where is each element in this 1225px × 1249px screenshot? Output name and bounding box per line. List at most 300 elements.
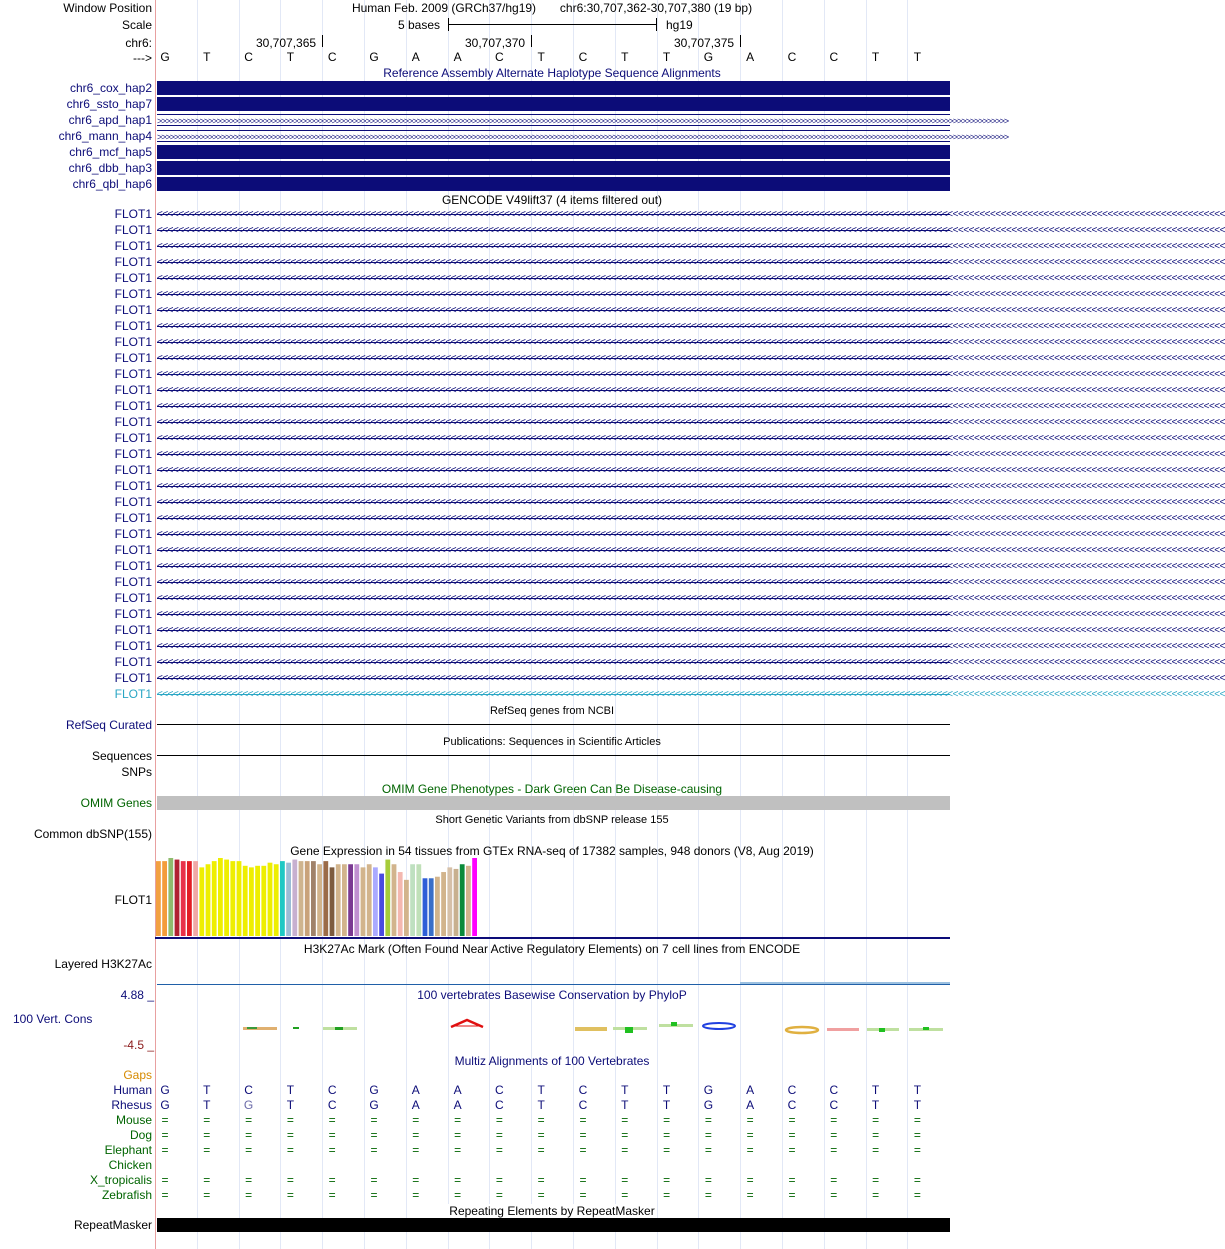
multiz-base: = [913,1143,921,1157]
gencode-strand-arrows: <<<<<<<<<<<<<<<<<<<<<<<<<<<<<<<<<<<<<<<<<<<<<<<<<<<<<<<<<<<<<<<<<<<<<<<<<<<<<<<<<<<<<<<<<<<<<<<<<<<<<<<<<<<<<<<<<<<<<<<<<<<<<<<<<<<<<<<<<<<<<<<<<<<<<<<<<<<<<<<<<<<<<<<<<<<<<<<<<<<<<<<<<<<<<<<<<<<<<<<< [157,593,1225,604]
phylop-ymin: -4.5 _ [123,1038,154,1052]
multiz-base: = [245,1173,253,1187]
multiz-base: = [872,1113,880,1127]
multiz-base: = [454,1188,462,1202]
multiz-base: = [454,1173,462,1187]
gtex-tissue-bar[interactable] [181,861,186,936]
gencode-transcript-label[interactable]: FLOT1 [114,543,152,557]
multiz-base: = [286,1143,294,1157]
gtex-tissue-bar[interactable] [162,861,167,936]
multiz-base: G [243,1098,254,1112]
multiz-base: = [746,1113,754,1127]
gtex-tissue-bar[interactable] [423,878,428,936]
gencode-strand-arrows: <<<<<<<<<<<<<<<<<<<<<<<<<<<<<<<<<<<<<<<<<<<<<<<<<<<<<<<<<<<<<<<<<<<<<<<<<<<<<<<<<<<<<<<<<<<<<<<<<<<<<<<<<<<<<<<<<<<<<<<<<<<<<<<<<<<<<<<<<<<<<<<<<<<<<<<<<<<<<<<<<<<<<<<<<<<<<<<<<<<<<<<<<<<<<<<<<<<<<<<< [157,289,1225,300]
omim-label[interactable]: OMIM Genes [80,796,152,810]
publications-snps-label[interactable]: SNPs [121,765,152,779]
h3k27ac-signal [157,984,950,985]
haplotype-label[interactable]: chr6_dbb_hap3 [68,161,152,175]
gtex-tissue-bar[interactable] [261,866,266,936]
gtex-tissue-bar[interactable] [193,861,198,936]
multiz-base: = [621,1128,629,1142]
multiz-species-label[interactable]: Elephant [104,1143,152,1157]
gtex-tissue-bar[interactable] [212,861,217,936]
gtex-tissue-bar[interactable] [454,869,459,936]
gtex-tissue-bar[interactable] [187,861,192,936]
gencode-transcript-label[interactable]: FLOT1 [114,463,152,477]
gencode-track-title[interactable]: GENCODE V49lift37 (4 items filtered out) [441,193,663,207]
h3k27ac-track-title[interactable]: H3K27Ac Mark (Often Found Near Active Regulatory Elements) on 7 cell lines from ENCODE [303,942,801,956]
multiz-base: = [537,1188,545,1202]
gtex-bar-chart[interactable] [155,858,950,940]
gencode-transcript-label[interactable]: FLOT1 [114,559,152,573]
gtex-tissue-bar[interactable] [404,880,409,936]
gtex-tissue-bar[interactable] [330,867,335,936]
multiz-base: C [829,1098,839,1112]
multiz-base: = [788,1173,796,1187]
gencode-strand-arrows: <<<<<<<<<<<<<<<<<<<<<<<<<<<<<<<<<<<<<<<<<<<<<<<<<<<<<<<<<<<<<<<<<<<<<<<<<<<<<<<<<<<<<<<<<<<<<<<<<<<<<<<<<<<<<<<<<<<<<<<<<<<<<<<<<<<<<<<<<<<<<<<<<<<<<<<<<<<<<<<<<<<<<<<<<<<<<<<<<<<<<<<<<<<<<<<<<<<<<<<< [157,449,1225,460]
gencode-transcript-label[interactable]: FLOT1 [114,575,152,589]
multiz-base: = [495,1188,503,1202]
omim-track-title[interactable]: OMIM Gene Phenotypes - Dark Green Can Be Disease-causing [381,782,723,796]
multiz-base: = [621,1173,629,1187]
chrom-label: chr6: [125,36,152,50]
multiz-base: C [829,1083,839,1097]
base-letter: T [621,50,629,64]
multiz-base: = [161,1113,169,1127]
multiz-species-label[interactable]: Zebrafish [101,1188,152,1202]
base-letter: G [160,50,170,64]
gencode-strand-arrows: <<<<<<<<<<<<<<<<<<<<<<<<<<<<<<<<<<<<<<<<<<<<<<<<<<<<<<<<<<<<<<<<<<<<<<<<<<<<<<<<<<<<<<<<<<<<<<<<<<<<<<<<<<<<<<<<<<<<<<<<<<<<<<<<<<<<<<<<<<<<<<<<<<<<<<<<<<<<<<<<<<<<<<<<<<<<<<<<<<<<<<<<<<<<<<<<<<<<<<<< [157,465,1225,476]
multiz-base: = [495,1128,503,1142]
gtex-tissue-bar[interactable] [392,864,397,936]
gencode-strand-arrows: <<<<<<<<<<<<<<<<<<<<<<<<<<<<<<<<<<<<<<<<<<<<<<<<<<<<<<<<<<<<<<<<<<<<<<<<<<<<<<<<<<<<<<<<<<<<<<<<<<<<<<<<<<<<<<<<<<<<<<<<<<<<<<<<<<<<<<<<<<<<<<<<<<<<<<<<<<<<<<<<<<<<<<<<<<<<<<<<<<<<<<<<<<<<<<<<<<<<<<<< [157,353,1225,364]
strand-arrow-label: ---> [133,51,152,65]
scale-bar-right-tick [656,18,657,31]
multiz-base: = [370,1188,378,1202]
gencode-transcript-label[interactable]: FLOT1 [114,303,152,317]
multiz-base: T [913,1083,922,1097]
gtex-tissue-bar[interactable] [336,864,341,936]
gtex-tissue-bar[interactable] [441,872,446,936]
multiz-base: = [370,1143,378,1157]
gencode-transcript-label[interactable]: FLOT1 [114,367,152,381]
multiz-base: = [872,1188,880,1202]
gencode-transcript-label[interactable]: FLOT1 [114,271,152,285]
multiz-base: = [286,1128,294,1142]
gencode-transcript-label[interactable]: FLOT1 [114,639,152,653]
publications-track-title[interactable]: Publications: Sequences in Scientific Articles [443,736,661,748]
multiz-base: = [412,1113,420,1127]
ruler-tick-mark-2 [531,35,532,47]
gencode-transcript-label[interactable]: FLOT1 [114,623,152,637]
multiz-species-label[interactable]: Gaps [123,1068,152,1082]
multiz-base: = [579,1173,587,1187]
assembly-name: Human Feb. 2009 (GRCh37/hg19) [351,1,537,15]
gtex-tissue-bar[interactable] [342,864,347,936]
multiz-base: = [746,1143,754,1157]
base-letter: G [369,50,379,64]
multiz-base: G [703,1083,714,1097]
haplotype-alignment-gap[interactable]: >>>>>>>>>>>>>>>>>>>>>>>>>>>>>>>>>>>>>>>>>>>>>>>>>>>>>>>>>>>>>>>>>>>>>>>>>>>>>>>>>>>>>>>>>>>>>>>>>>>>>>>>>>>>>>>>>>>>>>>>>>>>>>>>>>>>>>>>>>>>>>>>>>>>>>>>>>>>>>>>>>>>>>>>>>>>>>>>>>>>>>>>>>>>>>>>>>>>>>>> [157,132,1009,142]
refseq-label[interactable]: RefSeq Curated [65,718,152,732]
gencode-transcript-label[interactable]: FLOT1 [114,223,152,237]
multiz-base: = [161,1173,169,1187]
gtex-baseline [155,937,950,939]
gencode-transcript-label[interactable]: FLOT1 [114,383,152,397]
multiz-base: = [412,1188,420,1202]
multiz-species-label[interactable]: Rhesus [111,1098,152,1112]
haplotype-alignment-block[interactable] [157,81,950,95]
multiz-base: C [495,1098,504,1112]
gtex-tissue-bar[interactable] [323,861,328,936]
gencode-transcript-label[interactable]: FLOT1 [114,655,152,669]
gtex-tissue-bar[interactable] [175,860,180,936]
multiz-base: G [703,1098,714,1112]
base-letter: T [662,50,671,64]
multiz-base: = [286,1188,294,1202]
gtex-tissue-bar[interactable] [286,863,291,936]
gencode-transcript-label[interactable]: FLOT1 [114,431,152,445]
gencode-transcript-label[interactable]: FLOT1 [114,479,152,493]
gencode-transcript-label[interactable]: FLOT1 [114,255,152,269]
gencode-transcript-label[interactable]: FLOT1 [114,527,152,541]
multiz-base: = [872,1143,880,1157]
gencode-transcript-label[interactable]: FLOT1 [114,351,152,365]
multiz-base: = [203,1143,211,1157]
gencode-strand-arrows: <<<<<<<<<<<<<<<<<<<<<<<<<<<<<<<<<<<<<<<<<<<<<<<<<<<<<<<<<<<<<<<<<<<<<<<<<<<<<<<<<<<<<<<<<<<<<<<<<<<<<<<<<<<<<<<<<<<<<<<<<<<<<<<<<<<<<<<<<<<<<<<<<<<<<<<<<<<<<<<<<<<<<<<<<<<<<<<<<<<<<<<<<<<<<<<<<<<<<<<< [157,625,1225,636]
gencode-transcript-label[interactable]: FLOT1 [114,399,152,413]
multiz-base: = [203,1173,211,1187]
multiz-base: = [621,1143,629,1157]
position-readout: chr6:30,707,362-30,707,380 (19 bp) [559,1,753,15]
multiz-base: = [537,1128,545,1142]
haplotype-label[interactable]: chr6_ssto_hap7 [66,97,152,111]
gencode-transcript-label[interactable]: FLOT1 [114,495,152,509]
multiz-species-label[interactable]: Chicken [108,1158,152,1172]
haplotype-alignment-block[interactable] [157,97,950,111]
gtex-tissue-bar[interactable] [249,867,254,936]
multiz-base: = [495,1113,503,1127]
multiz-base: = [913,1188,921,1202]
multiz-base: = [663,1188,671,1202]
gtex-tissue-bar[interactable] [373,867,378,936]
gencode-strand-arrows: <<<<<<<<<<<<<<<<<<<<<<<<<<<<<<<<<<<<<<<<<<<<<<<<<<<<<<<<<<<<<<<<<<<<<<<<<<<<<<<<<<<<<<<<<<<<<<<<<<<<<<<<<<<<<<<<<<<<<<<<<<<<<<<<<<<<<<<<<<<<<<<<<<<<<<<<<<<<<<<<<<<<<<<<<<<<<<<<<<<<<<<<<<<<<<<<<<<<<<<< [157,529,1225,540]
multiz-species-label[interactable]: Mouse [115,1113,152,1127]
gtex-tissue-bar[interactable] [429,878,434,936]
gencode-strand-arrows: <<<<<<<<<<<<<<<<<<<<<<<<<<<<<<<<<<<<<<<<<<<<<<<<<<<<<<<<<<<<<<<<<<<<<<<<<<<<<<<<<<<<<<<<<<<<<<<<<<<<<<<<<<<<<<<<<<<<<<<<<<<<<<<<<<<<<<<<<<<<<<<<<<<<<<<<<<<<<<<<<<<<<<<<<<<<<<<<<<<<<<<<<<<<<<<<<<<<<<<< [157,417,1225,428]
h3k27ac-signal-overlay [740,982,950,984]
multiz-base: T [913,1098,922,1112]
ruler-tick-1: 30,707,365 [256,36,317,50]
dbsnp-track-title[interactable]: Short Genetic Variants from dbSNP release 155 [435,814,669,826]
multiz-base: = [370,1173,378,1187]
gtex-tissue-bar[interactable] [472,858,477,936]
gtex-tissue-bar[interactable] [367,864,372,936]
repeatmasker-label[interactable]: RepeatMasker [73,1218,152,1232]
gtex-tissue-bar[interactable] [156,861,161,936]
gencode-strand-arrows: <<<<<<<<<<<<<<<<<<<<<<<<<<<<<<<<<<<<<<<<<<<<<<<<<<<<<<<<<<<<<<<<<<<<<<<<<<<<<<<<<<<<<<<<<<<<<<<<<<<<<<<<<<<<<<<<<<<<<<<<<<<<<<<<<<<<<<<<<<<<<<<<<<<<<<<<<<<<<<<<<<<<<<<<<<<<<<<<<<<<<<<<<<<<<<<<<<<<<<<< [157,673,1225,684]
gtex-tissue-bar[interactable] [243,866,248,936]
haplotype-label[interactable]: chr6_qbl_hap6 [72,177,152,191]
base-letter: A [746,50,755,64]
ruler-tick-3: 30,707,375 [674,36,735,50]
multiz-base: C [327,1098,337,1112]
gencode-transcript-label[interactable]: FLOT1 [114,511,152,525]
multiz-base: T [203,1083,211,1097]
gtex-tissue-bar[interactable] [255,866,260,936]
multiz-base: = [370,1128,378,1142]
multiz-base: = [913,1113,921,1127]
window-position-label: Window Position [63,1,152,15]
gencode-transcript-label[interactable]: FLOT1 [114,335,152,349]
multiz-base: C [787,1098,797,1112]
multiz-base: = [746,1188,754,1202]
gtex-tissue-bar[interactable] [305,861,310,936]
multiz-base: = [704,1188,712,1202]
multiz-base: = [704,1128,712,1142]
gencode-transcript-label[interactable]: FLOT1 [114,447,152,461]
multiz-base: = [495,1143,503,1157]
multiz-base: = [663,1173,671,1187]
base-letter: T [871,50,880,64]
multiz-species-label[interactable]: X_tropicalis [89,1173,152,1187]
base-letter: C [829,50,839,64]
gencode-transcript-label[interactable]: FLOT1 [114,671,152,685]
gtex-tissue-bar[interactable] [348,864,353,936]
haplotype-label[interactable]: chr6_cox_hap2 [69,81,152,95]
multiz-base: C [578,1098,588,1112]
gencode-strand-arrows: <<<<<<<<<<<<<<<<<<<<<<<<<<<<<<<<<<<<<<<<<<<<<<<<<<<<<<<<<<<<<<<<<<<<<<<<<<<<<<<<<<<<<<<<<<<<<<<<<<<<<<<<<<<<<<<<<<<<<<<<<<<<<<<<<<<<<<<<<<<<<<<<<<<<<<<<<<<<<<<<<<<<<<<<<<<<<<<<<<<<<<<<<<<<<<<<<<<<<<<< [157,401,1225,412]
multiz-base: = [286,1113,294,1127]
base-letter: C [244,50,253,64]
multiz-base: T [871,1098,880,1112]
phylop-track-title[interactable]: 100 vertebrates Basewise Conservation by PhyloP [417,988,687,1002]
omim-feature[interactable] [157,796,950,810]
gencode-strand-arrows: <<<<<<<<<<<<<<<<<<<<<<<<<<<<<<<<<<<<<<<<<<<<<<<<<<<<<<<<<<<<<<<<<<<<<<<<<<<<<<<<<<<<<<<<<<<<<<<<<<<<<<<<<<<<<<<<<<<<<<<<<<<<<<<<<<<<<<<<<<<<<<<<<<<<<<<<<<<<<<<<<<<<<<<<<<<<<<<<<<<<<<<<<<<<<<<<<<<<<<<< [157,657,1225,668]
gtex-tissue-bar[interactable] [274,864,279,936]
gencode-transcript-label[interactable]: FLOT1 [114,607,152,621]
gtex-tissue-bar[interactable] [280,861,285,936]
multiz-base: A [411,1098,420,1112]
gtex-tissue-bar[interactable] [230,861,235,936]
gencode-strand-arrows: <<<<<<<<<<<<<<<<<<<<<<<<<<<<<<<<<<<<<<<<<<<<<<<<<<<<<<<<<<<<<<<<<<<<<<<<<<<<<<<<<<<<<<<<<<<<<<<<<<<<<<<<<<<<<<<<<<<<<<<<<<<<<<<<<<<<<<<<<<<<<<<<<<<<<<<<<<<<<<<<<<<<<<<<<<<<<<<<<<<<<<<<<<<<<<<<<<<<<<<< [157,609,1225,620]
multiz-base: = [663,1113,671,1127]
gencode-transcript-label[interactable]: FLOT1 [114,319,152,333]
gencode-transcript-label[interactable]: FLOT1 [114,239,152,253]
gencode-strand-arrows: <<<<<<<<<<<<<<<<<<<<<<<<<<<<<<<<<<<<<<<<<<<<<<<<<<<<<<<<<<<<<<<<<<<<<<<<<<<<<<<<<<<<<<<<<<<<<<<<<<<<<<<<<<<<<<<<<<<<<<<<<<<<<<<<<<<<<<<<<<<<<<<<<<<<<<<<<<<<<<<<<<<<<<<<<<<<<<<<<<<<<<<<<<<<<<<<<<<<<<<< [157,689,1225,700]
multiz-base: G [160,1098,170,1112]
multiz-base: T [871,1083,880,1097]
multiz-base: = [495,1173,503,1187]
base-letter: C [787,50,797,64]
haplotype-track-title[interactable]: Reference Assembly Alternate Haplotype Sequence Alignments [383,66,721,80]
h3k27ac-label[interactable]: Layered H3K27Ac [54,957,152,971]
ruler-tick-mark-1 [322,35,323,47]
base-letter: C [495,50,504,64]
base-letter: T [537,50,545,64]
multiz-base: = [830,1128,838,1142]
haplotype-alignment-block[interactable] [157,145,950,159]
multiz-base: = [704,1173,712,1187]
haplotype-label[interactable]: chr6_mcf_hap5 [69,145,152,159]
multiz-base: = [203,1113,211,1127]
gencode-transcript-label[interactable]: FLOT1 [114,591,152,605]
multiz-base: = [913,1173,921,1187]
gencode-strand-arrows: <<<<<<<<<<<<<<<<<<<<<<<<<<<<<<<<<<<<<<<<<<<<<<<<<<<<<<<<<<<<<<<<<<<<<<<<<<<<<<<<<<<<<<<<<<<<<<<<<<<<<<<<<<<<<<<<<<<<<<<<<<<<<<<<<<<<<<<<<<<<<<<<<<<<<<<<<<<<<<<<<<<<<<<<<<<<<<<<<<<<<<<<<<<<<<<<<<<<<<<< [157,513,1225,524]
multiz-base: = [579,1128,587,1142]
gtex-tissue-bar[interactable] [317,864,322,936]
multiz-base: C [495,1083,504,1097]
base-letter: A [453,50,462,64]
multiz-base: = [663,1143,671,1157]
gtex-track-title[interactable]: Gene Expression in 54 tissues from GTEx RNA-seq of 17382 samples, 948 donors (V8, Aug 2019) [290,844,814,858]
haplotype-label[interactable]: chr6_mann_hap4 [58,129,152,143]
multiz-base: = [328,1128,336,1142]
multiz-base: C [578,1083,588,1097]
multiz-base: G [369,1083,379,1097]
scale-text: 5 bases [398,18,441,32]
gtex-tissue-bar[interactable] [398,872,403,936]
multiz-base: G [369,1098,379,1112]
gtex-tissue-bar[interactable] [361,867,366,936]
multiz-base: = [161,1143,169,1157]
multiz-base: = [830,1173,838,1187]
gtex-tissue-bar[interactable] [292,860,297,936]
multiz-base: = [788,1143,796,1157]
gencode-strand-arrows: <<<<<<<<<<<<<<<<<<<<<<<<<<<<<<<<<<<<<<<<<<<<<<<<<<<<<<<<<<<<<<<<<<<<<<<<<<<<<<<<<<<<<<<<<<<<<<<<<<<<<<<<<<<<<<<<<<<<<<<<<<<<<<<<<<<<<<<<<<<<<<<<<<<<<<<<<<<<<<<<<<<<<<<<<<<<<<<<<<<<<<<<<<<<<<<<<<<<<<<< [157,497,1225,508]
gencode-strand-arrows: <<<<<<<<<<<<<<<<<<<<<<<<<<<<<<<<<<<<<<<<<<<<<<<<<<<<<<<<<<<<<<<<<<<<<<<<<<<<<<<<<<<<<<<<<<<<<<<<<<<<<<<<<<<<<<<<<<<<<<<<<<<<<<<<<<<<<<<<<<<<<<<<<<<<<<<<<<<<<<<<<<<<<<<<<<<<<<<<<<<<<<<<<<<<<<<<<<<<<<<< [157,641,1225,652]
multiz-base: = [328,1173,336,1187]
base-letter: C [327,50,337,64]
publications-label[interactable]: Sequences [91,749,152,763]
multiz-base: = [203,1188,211,1202]
multiz-base: = [746,1128,754,1142]
gtex-tissue-bar[interactable] [460,864,465,936]
phylop-label[interactable]: 100 Vert. Cons [13,1012,93,1026]
gencode-strand-arrows: <<<<<<<<<<<<<<<<<<<<<<<<<<<<<<<<<<<<<<<<<<<<<<<<<<<<<<<<<<<<<<<<<<<<<<<<<<<<<<<<<<<<<<<<<<<<<<<<<<<<<<<<<<<<<<<<<<<<<<<<<<<<<<<<<<<<<<<<<<<<<<<<<<<<<<<<<<<<<<<<<<<<<<<<<<<<<<<<<<<<<<<<<<<<<<<<<<<<<<<< [157,337,1225,348]
haplotype-alignment-gap[interactable]: >>>>>>>>>>>>>>>>>>>>>>>>>>>>>>>>>>>>>>>>>>>>>>>>>>>>>>>>>>>>>>>>>>>>>>>>>>>>>>>>>>>>>>>>>>>>>>>>>>>>>>>>>>>>>>>>>>>>>>>>>>>>>>>>>>>>>>>>>>>>>>>>>>>>>>>>>>>>>>>>>>>>>>>>>>>>>>>>>>>>>>>>>>>>>>>>>>>>>>>> [157,116,1009,126]
multiz-track-title[interactable]: Multiz Alignments of 100 Vertebrates [454,1054,650,1068]
gtex-tissue-bar[interactable] [299,861,304,936]
gtex-tissue-bar[interactable] [379,874,384,936]
gtex-tissue-bar[interactable] [224,860,229,936]
gtex-tissue-bar[interactable] [268,863,273,936]
gtex-tissue-bar[interactable] [466,866,471,936]
phylop-ymax: 4.88 _ [120,988,154,1002]
multiz-base: T [286,1083,295,1097]
multiz-base: A [411,1083,420,1097]
haplotype-alignment-block[interactable] [157,177,950,191]
multiz-base: = [704,1113,712,1127]
gencode-strand-arrows: <<<<<<<<<<<<<<<<<<<<<<<<<<<<<<<<<<<<<<<<<<<<<<<<<<<<<<<<<<<<<<<<<<<<<<<<<<<<<<<<<<<<<<<<<<<<<<<<<<<<<<<<<<<<<<<<<<<<<<<<<<<<<<<<<<<<<<<<<<<<<<<<<<<<<<<<<<<<<<<<<<<<<<<<<<<<<<<<<<<<<<<<<<<<<<<<<<<<<<<< [157,577,1225,588]
multiz-base: = [746,1173,754,1187]
multiz-base: T [286,1098,295,1112]
base-letter: G [703,50,714,64]
gencode-transcript-label[interactable]: FLOT1 [114,287,152,301]
multiz-base: = [872,1173,880,1187]
multiz-base: = [454,1113,462,1127]
publications-line [157,755,950,756]
gencode-strand-arrows: <<<<<<<<<<<<<<<<<<<<<<<<<<<<<<<<<<<<<<<<<<<<<<<<<<<<<<<<<<<<<<<<<<<<<<<<<<<<<<<<<<<<<<<<<<<<<<<<<<<<<<<<<<<<<<<<<<<<<<<<<<<<<<<<<<<<<<<<<<<<<<<<<<<<<<<<<<<<<<<<<<<<<<<<<<<<<<<<<<<<<<<<<<<<<<<<<<<<<<<< [157,209,1225,220]
phylop-logo-plot [155,1014,950,1044]
multiz-base: = [412,1143,420,1157]
multiz-base: = [621,1113,629,1127]
refseq-track-title[interactable]: RefSeq genes from NCBI [489,705,615,717]
multiz-base: = [245,1128,253,1142]
haplotype-alignment-block[interactable] [157,161,950,175]
dbsnp-label[interactable]: Common dbSNP(155) [33,827,152,841]
multiz-base: = [161,1128,169,1142]
gencode-transcript-label[interactable]: FLOT1 [114,207,152,221]
multiz-base: = [537,1113,545,1127]
haplotype-label[interactable]: chr6_apd_hap1 [68,113,152,127]
gtex-label[interactable]: FLOT1 [114,893,152,907]
scale-db: hg19 [666,18,693,32]
scale-bar [449,24,656,25]
multiz-species-label[interactable]: Dog [129,1128,152,1142]
gencode-transcript-label[interactable]: FLOT1 [114,415,152,429]
multiz-base: T [203,1098,211,1112]
gtex-tissue-bar[interactable] [416,864,421,936]
base-letter: T [913,50,922,64]
repeatmasker-feature[interactable] [157,1218,950,1232]
gtex-tissue-bar[interactable] [447,867,452,936]
base-letter: T [286,50,295,64]
gtex-tissue-bar[interactable] [206,864,211,936]
multiz-base: A [453,1083,462,1097]
gtex-tissue-bar[interactable] [168,858,173,936]
gencode-strand-arrows: <<<<<<<<<<<<<<<<<<<<<<<<<<<<<<<<<<<<<<<<<<<<<<<<<<<<<<<<<<<<<<<<<<<<<<<<<<<<<<<<<<<<<<<<<<<<<<<<<<<<<<<<<<<<<<<<<<<<<<<<<<<<<<<<<<<<<<<<<<<<<<<<<<<<<<<<<<<<<<<<<<<<<<<<<<<<<<<<<<<<<<<<<<<<<<<<<<<<<<<< [157,321,1225,332]
scale-bar-left-tick [448,18,449,31]
gtex-tissue-bar[interactable] [311,861,316,936]
multiz-base: = [161,1188,169,1202]
multiz-base: = [454,1143,462,1157]
multiz-base: = [245,1188,253,1202]
multiz-base: = [286,1173,294,1187]
gencode-strand-arrows: <<<<<<<<<<<<<<<<<<<<<<<<<<<<<<<<<<<<<<<<<<<<<<<<<<<<<<<<<<<<<<<<<<<<<<<<<<<<<<<<<<<<<<<<<<<<<<<<<<<<<<<<<<<<<<<<<<<<<<<<<<<<<<<<<<<<<<<<<<<<<<<<<<<<<<<<<<<<<<<<<<<<<<<<<<<<<<<<<<<<<<<<<<<<<<<<<<<<<<<< [157,385,1225,396]
gtex-tissue-bar[interactable] [385,860,390,936]
multiz-base: = [579,1188,587,1202]
multiz-base: = [412,1173,420,1187]
gtex-tissue-bar[interactable] [435,877,440,936]
repeatmasker-track-title[interactable]: Repeating Elements by RepeatMasker [449,1204,655,1218]
gtex-tissue-bar[interactable] [199,867,204,936]
phylop-logo-glyphs [243,1020,943,1033]
base-letter: A [411,50,420,64]
scale-label: Scale [121,18,152,32]
multiz-base: = [412,1128,420,1142]
multiz-base: = [663,1128,671,1142]
multiz-base: = [913,1128,921,1142]
multiz-species-label[interactable]: Human [113,1083,152,1097]
multiz-base: = [245,1143,253,1157]
gtex-tissue-bar[interactable] [218,858,223,936]
multiz-base: = [621,1188,629,1202]
gencode-transcript-label[interactable]: FLOT1 [114,687,152,701]
multiz-base: = [704,1143,712,1157]
gtex-tissue-bar[interactable] [410,864,415,936]
multiz-base: = [537,1143,545,1157]
gtex-tissue-bar[interactable] [237,861,242,936]
gencode-strand-arrows: <<<<<<<<<<<<<<<<<<<<<<<<<<<<<<<<<<<<<<<<<<<<<<<<<<<<<<<<<<<<<<<<<<<<<<<<<<<<<<<<<<<<<<<<<<<<<<<<<<<<<<<<<<<<<<<<<<<<<<<<<<<<<<<<<<<<<<<<<<<<<<<<<<<<<<<<<<<<<<<<<<<<<<<<<<<<<<<<<<<<<<<<<<<<<<<<<<<<<<<< [157,433,1225,444]
multiz-base: = [579,1113,587,1127]
multiz-base: C [244,1083,253,1097]
gtex-tissue-bar[interactable] [354,864,359,936]
gencode-strand-arrows: <<<<<<<<<<<<<<<<<<<<<<<<<<<<<<<<<<<<<<<<<<<<<<<<<<<<<<<<<<<<<<<<<<<<<<<<<<<<<<<<<<<<<<<<<<<<<<<<<<<<<<<<<<<<<<<<<<<<<<<<<<<<<<<<<<<<<<<<<<<<<<<<<<<<<<<<<<<<<<<<<<<<<<<<<<<<<<<<<<<<<<<<<<<<<<<<<<<<<<<< [157,225,1225,236]
multiz-base: = [872,1128,880,1142]
gencode-strand-arrows: <<<<<<<<<<<<<<<<<<<<<<<<<<<<<<<<<<<<<<<<<<<<<<<<<<<<<<<<<<<<<<<<<<<<<<<<<<<<<<<<<<<<<<<<<<<<<<<<<<<<<<<<<<<<<<<<<<<<<<<<<<<<<<<<<<<<<<<<<<<<<<<<<<<<<<<<<<<<<<<<<<<<<<<<<<<<<<<<<<<<<<<<<<<<<<<<<<<<<<<< [157,481,1225,492]
gencode-strand-arrows: <<<<<<<<<<<<<<<<<<<<<<<<<<<<<<<<<<<<<<<<<<<<<<<<<<<<<<<<<<<<<<<<<<<<<<<<<<<<<<<<<<<<<<<<<<<<<<<<<<<<<<<<<<<<<<<<<<<<<<<<<<<<<<<<<<<<<<<<<<<<<<<<<<<<<<<<<<<<<<<<<<<<<<<<<<<<<<<<<<<<<<<<<<<<<<<<<<<<<<<< [157,545,1225,556]
